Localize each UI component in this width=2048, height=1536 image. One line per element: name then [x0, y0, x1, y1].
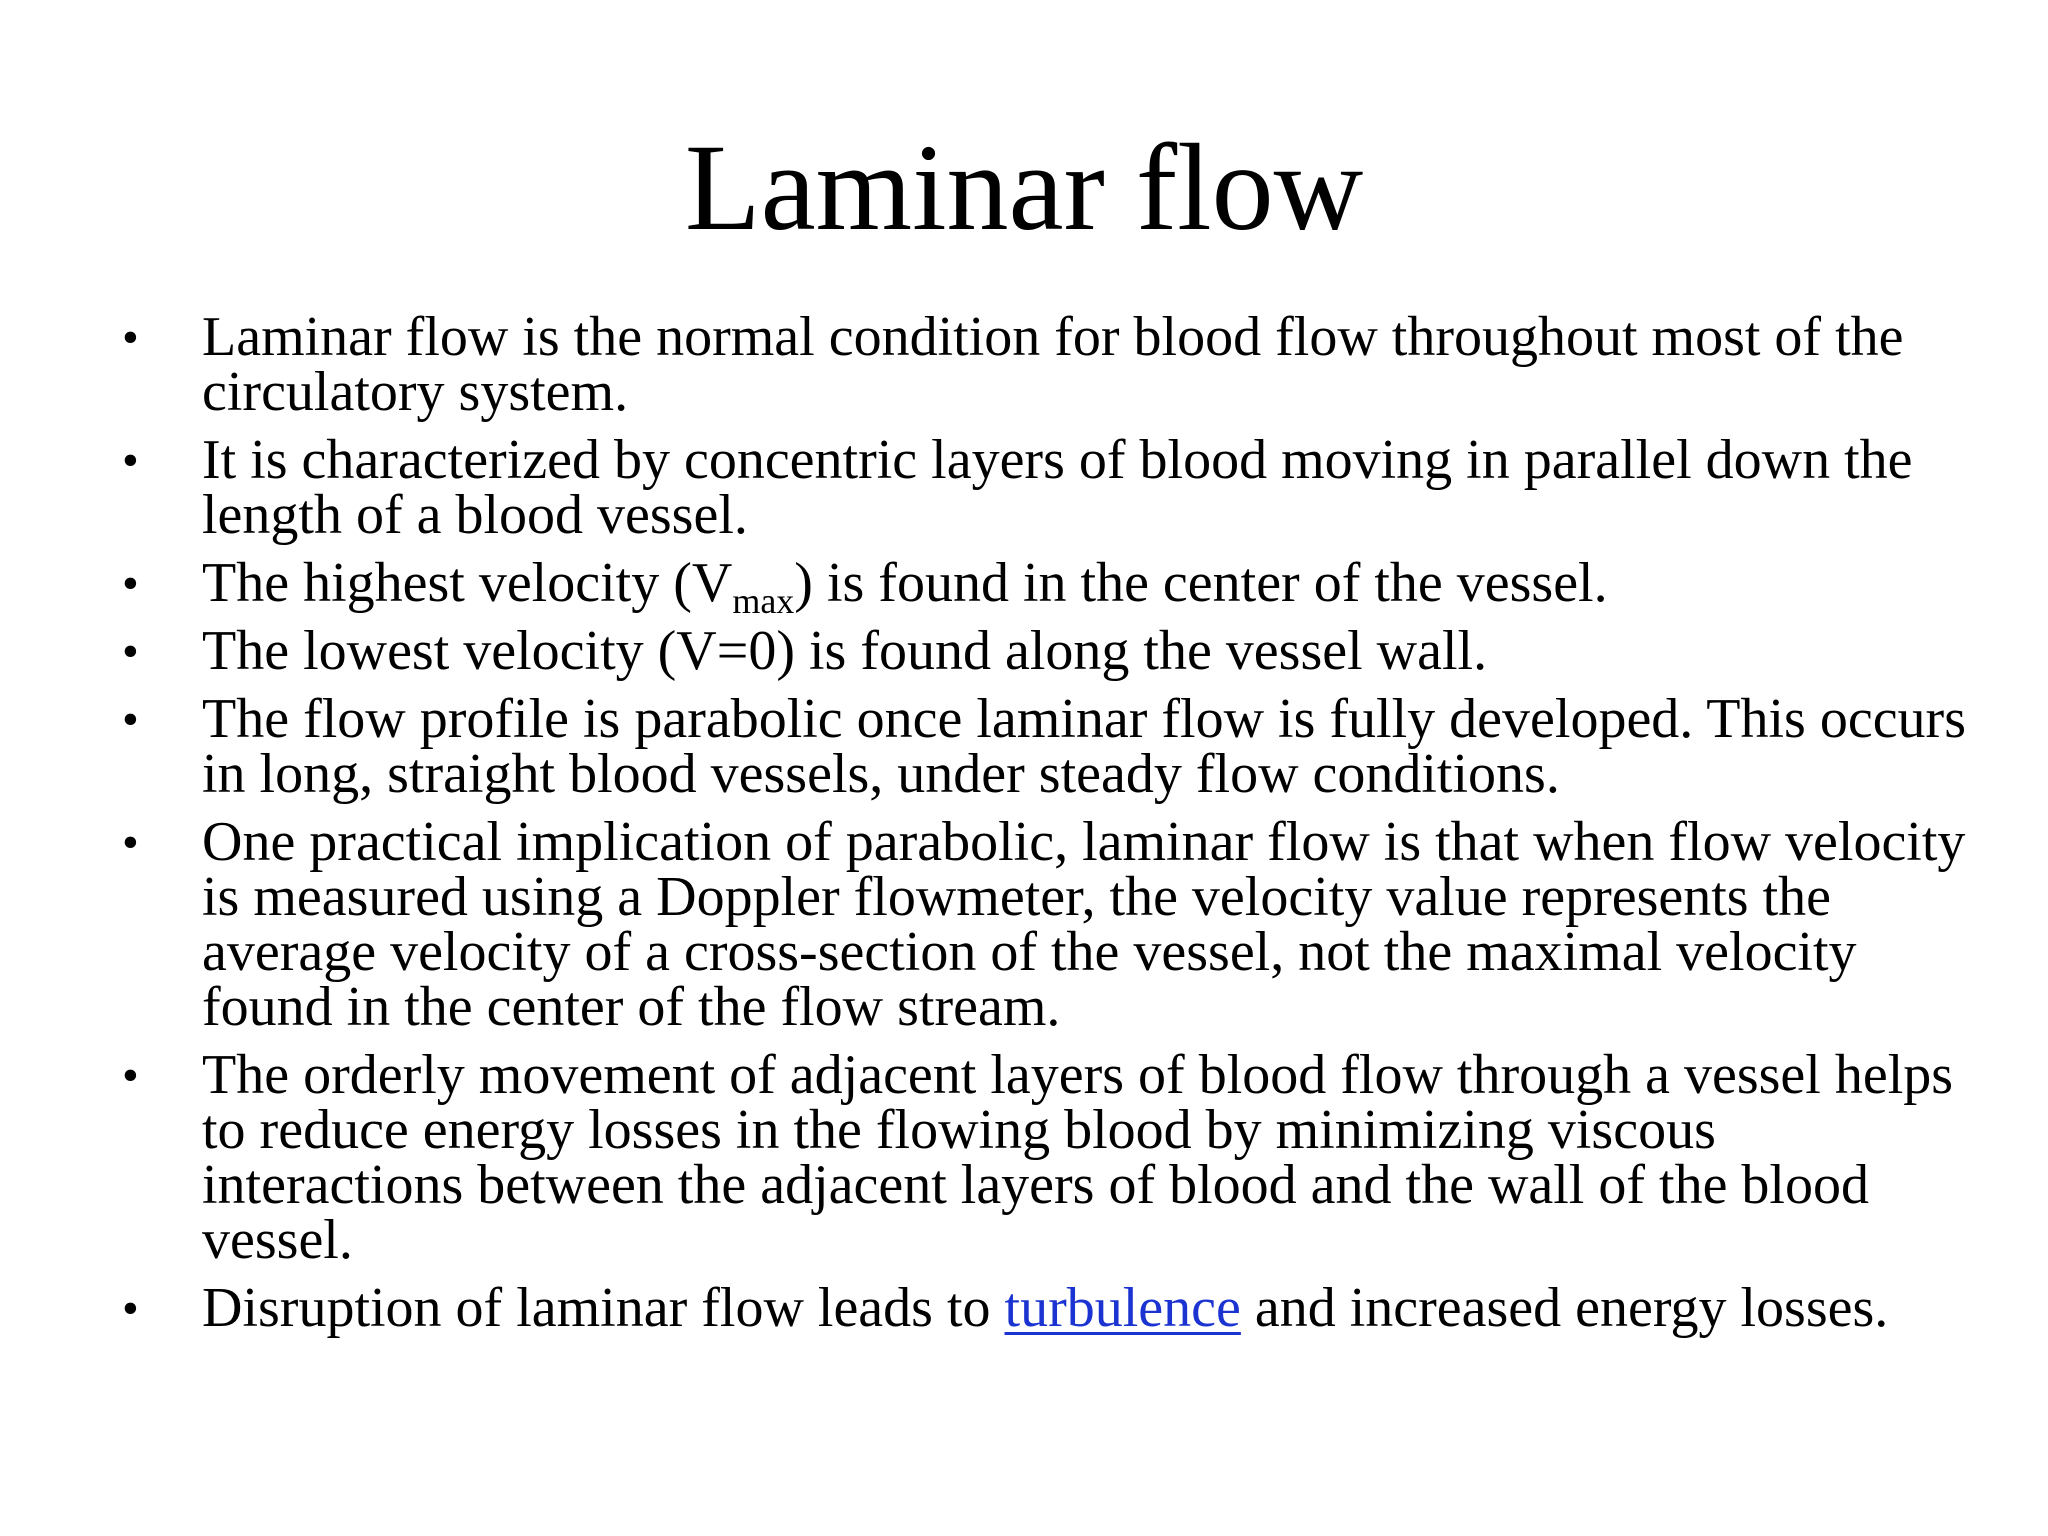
bullet-item — [122, 306, 1982, 423]
bullet-icon: • — [122, 1049, 139, 1102]
velocity-subscript: max — [732, 581, 795, 621]
slide-title: Laminar flow — [684, 119, 1364, 256]
turbulence-link[interactable]: turbulence — [1004, 1277, 1241, 1339]
bullet-item — [122, 688, 1982, 805]
bullet-icon: • — [122, 557, 139, 610]
bullet-text: The orderly movement of adjacent layers of blood flow through a vessel helps to reduce energy losses in the flowing blood by minimizing viscous interactions between the adjacent layers of blood and the wall of the blood vessel. — [202, 1044, 1954, 1271]
bullet-item — [122, 1277, 1982, 1339]
bullet-icon: • — [122, 434, 139, 487]
bullet-item — [122, 429, 1982, 546]
bullet-text-post: ) is found in the center of the vessel. — [794, 552, 1608, 614]
bullet-list — [122, 306, 1982, 1349]
bullet-icon: • — [122, 816, 139, 869]
bullet-item — [122, 811, 1982, 1038]
bullet-icon: • — [122, 311, 139, 364]
bullet-text: One practical implication of parabolic, laminar flow is that when flow velocity is measured using a Doppler flowmeter, the velocity value represents the average velocity of a cross-section of the vessel, not the maximal velocity found in the center of the flow stream. — [202, 811, 1966, 1038]
bullet-text-post: and increased energy losses. — [1240, 1277, 1889, 1339]
bullet-text-pre: The highest velocity (V — [202, 552, 733, 614]
bullet-text: The flow profile is parabolic once laminar flow is fully developed. This occurs in long, straight blood vessels, under steady flow conditions. — [202, 688, 1966, 805]
bullet-icon: • — [122, 693, 139, 746]
bullet-icon: • — [122, 1282, 139, 1335]
bullet-text: It is characterized by concentric layers of blood moving in parallel down the length of a blood vessel. — [202, 429, 1913, 546]
bullet-text: The lowest velocity (V=0) is found along the vessel wall. — [202, 620, 1488, 682]
bullet-item — [122, 1044, 1982, 1271]
bullet-item — [122, 620, 1982, 682]
bullet-icon: • — [122, 625, 139, 678]
bullet-text: Laminar flow is the normal condition for blood flow throughout most of the circulatory system. — [202, 306, 1904, 423]
bullet-text-pre: Disruption of laminar flow leads to — [202, 1277, 1005, 1339]
bullet-item — [122, 552, 1982, 621]
